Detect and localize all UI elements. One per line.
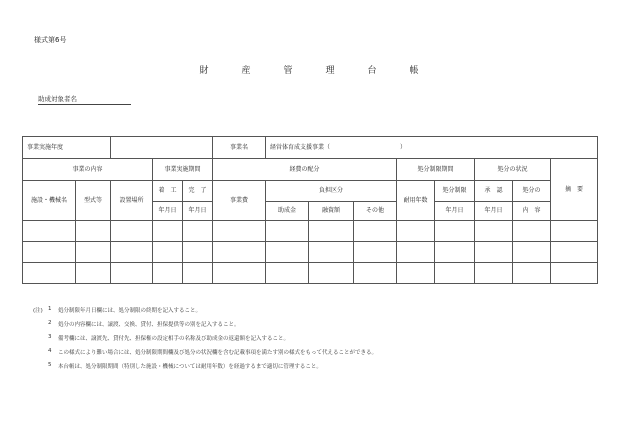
note-number: 1 xyxy=(48,306,52,312)
table-row xyxy=(23,221,598,242)
content-group-header: 事業の内容 xyxy=(23,159,153,181)
project-info-row xyxy=(23,137,598,159)
lifespan-header: 耐用年数 xyxy=(397,181,435,221)
project-name-label: 事業名 xyxy=(213,137,266,159)
loan-header: 融資額 xyxy=(309,202,354,221)
project-name-value[interactable] xyxy=(266,137,598,159)
model-header: 型式等 xyxy=(76,181,111,221)
notes-head: (注) xyxy=(33,308,43,314)
note-text: 処分制限年月日欄には、処分制限の終期を記入すること。 xyxy=(58,308,202,314)
project-name-suffix: ） xyxy=(400,143,407,151)
note-number: 5 xyxy=(48,362,52,368)
cost-group-header: 経費の配分 xyxy=(213,159,397,181)
table-row xyxy=(23,263,598,284)
other-header: その他 xyxy=(354,202,397,221)
facility-header: 施設・機械名 xyxy=(23,181,76,221)
project-year-value[interactable] xyxy=(111,137,213,159)
column-header-row xyxy=(23,181,598,202)
disposal-content-label: 内 容 xyxy=(513,202,551,221)
start-header: 着 工 xyxy=(153,181,183,202)
disposal-content-header: 処分の xyxy=(513,181,551,202)
project-name-prefix: 経営体育成支援事業（ xyxy=(270,143,331,151)
restriction-date-header: 処分制限 xyxy=(435,181,475,202)
burden-header: 負担区分 xyxy=(266,181,397,202)
note-text: 処分の内容欄には、譲渡、交換、貸付、担保提供等の別を記入すること。 xyxy=(58,322,240,328)
property-ledger-table xyxy=(22,136,598,284)
form-number: 様式第6号 xyxy=(34,36,67,44)
recipient-name-field[interactable]: 助成対象者名 xyxy=(38,94,131,105)
note-text: 本台帳は、処分制限期間（特別した施設・機械については耐用年数）を経過するまで適切に管理すること。 xyxy=(58,364,322,370)
note-number: 4 xyxy=(48,348,52,354)
status-group-header: 処分の状況 xyxy=(475,159,551,181)
period-group-header: 事業実施期間 xyxy=(153,159,213,181)
note-text: 備考欄には、譲渡先、貸付先、担保権の設定相手の名称及び助成金の返還額を記入すること。 xyxy=(58,336,290,342)
note-number: 3 xyxy=(48,334,52,340)
restriction-date-label: 年月日 xyxy=(435,202,475,221)
finish-date-label: 年月日 xyxy=(183,202,213,221)
subsidy-header: 助成金 xyxy=(266,202,309,221)
table-row xyxy=(23,242,598,263)
group-header-row xyxy=(23,159,598,181)
note-number: 2 xyxy=(48,320,52,326)
restriction-group-header: 処分制限期間 xyxy=(397,159,475,181)
approval-date-label: 年月日 xyxy=(475,202,513,221)
approval-header: 承 認 xyxy=(475,181,513,202)
remarks-header: 摘 要 xyxy=(551,159,598,221)
project-year-label: 事業実施年度 xyxy=(23,137,111,159)
start-date-label: 年月日 xyxy=(153,202,183,221)
location-header: 設置場所 xyxy=(111,181,153,221)
document-title: 財 産 管 理 台 帳 xyxy=(199,66,431,76)
total-cost-header: 事業費 xyxy=(213,181,266,221)
finish-header: 完 了 xyxy=(183,181,213,202)
note-text: この様式により難い場合には、処分制限期間欄及び処分の状況欄を含む記載事項を満たす別の様式をもって代えることができる。 xyxy=(58,350,378,356)
